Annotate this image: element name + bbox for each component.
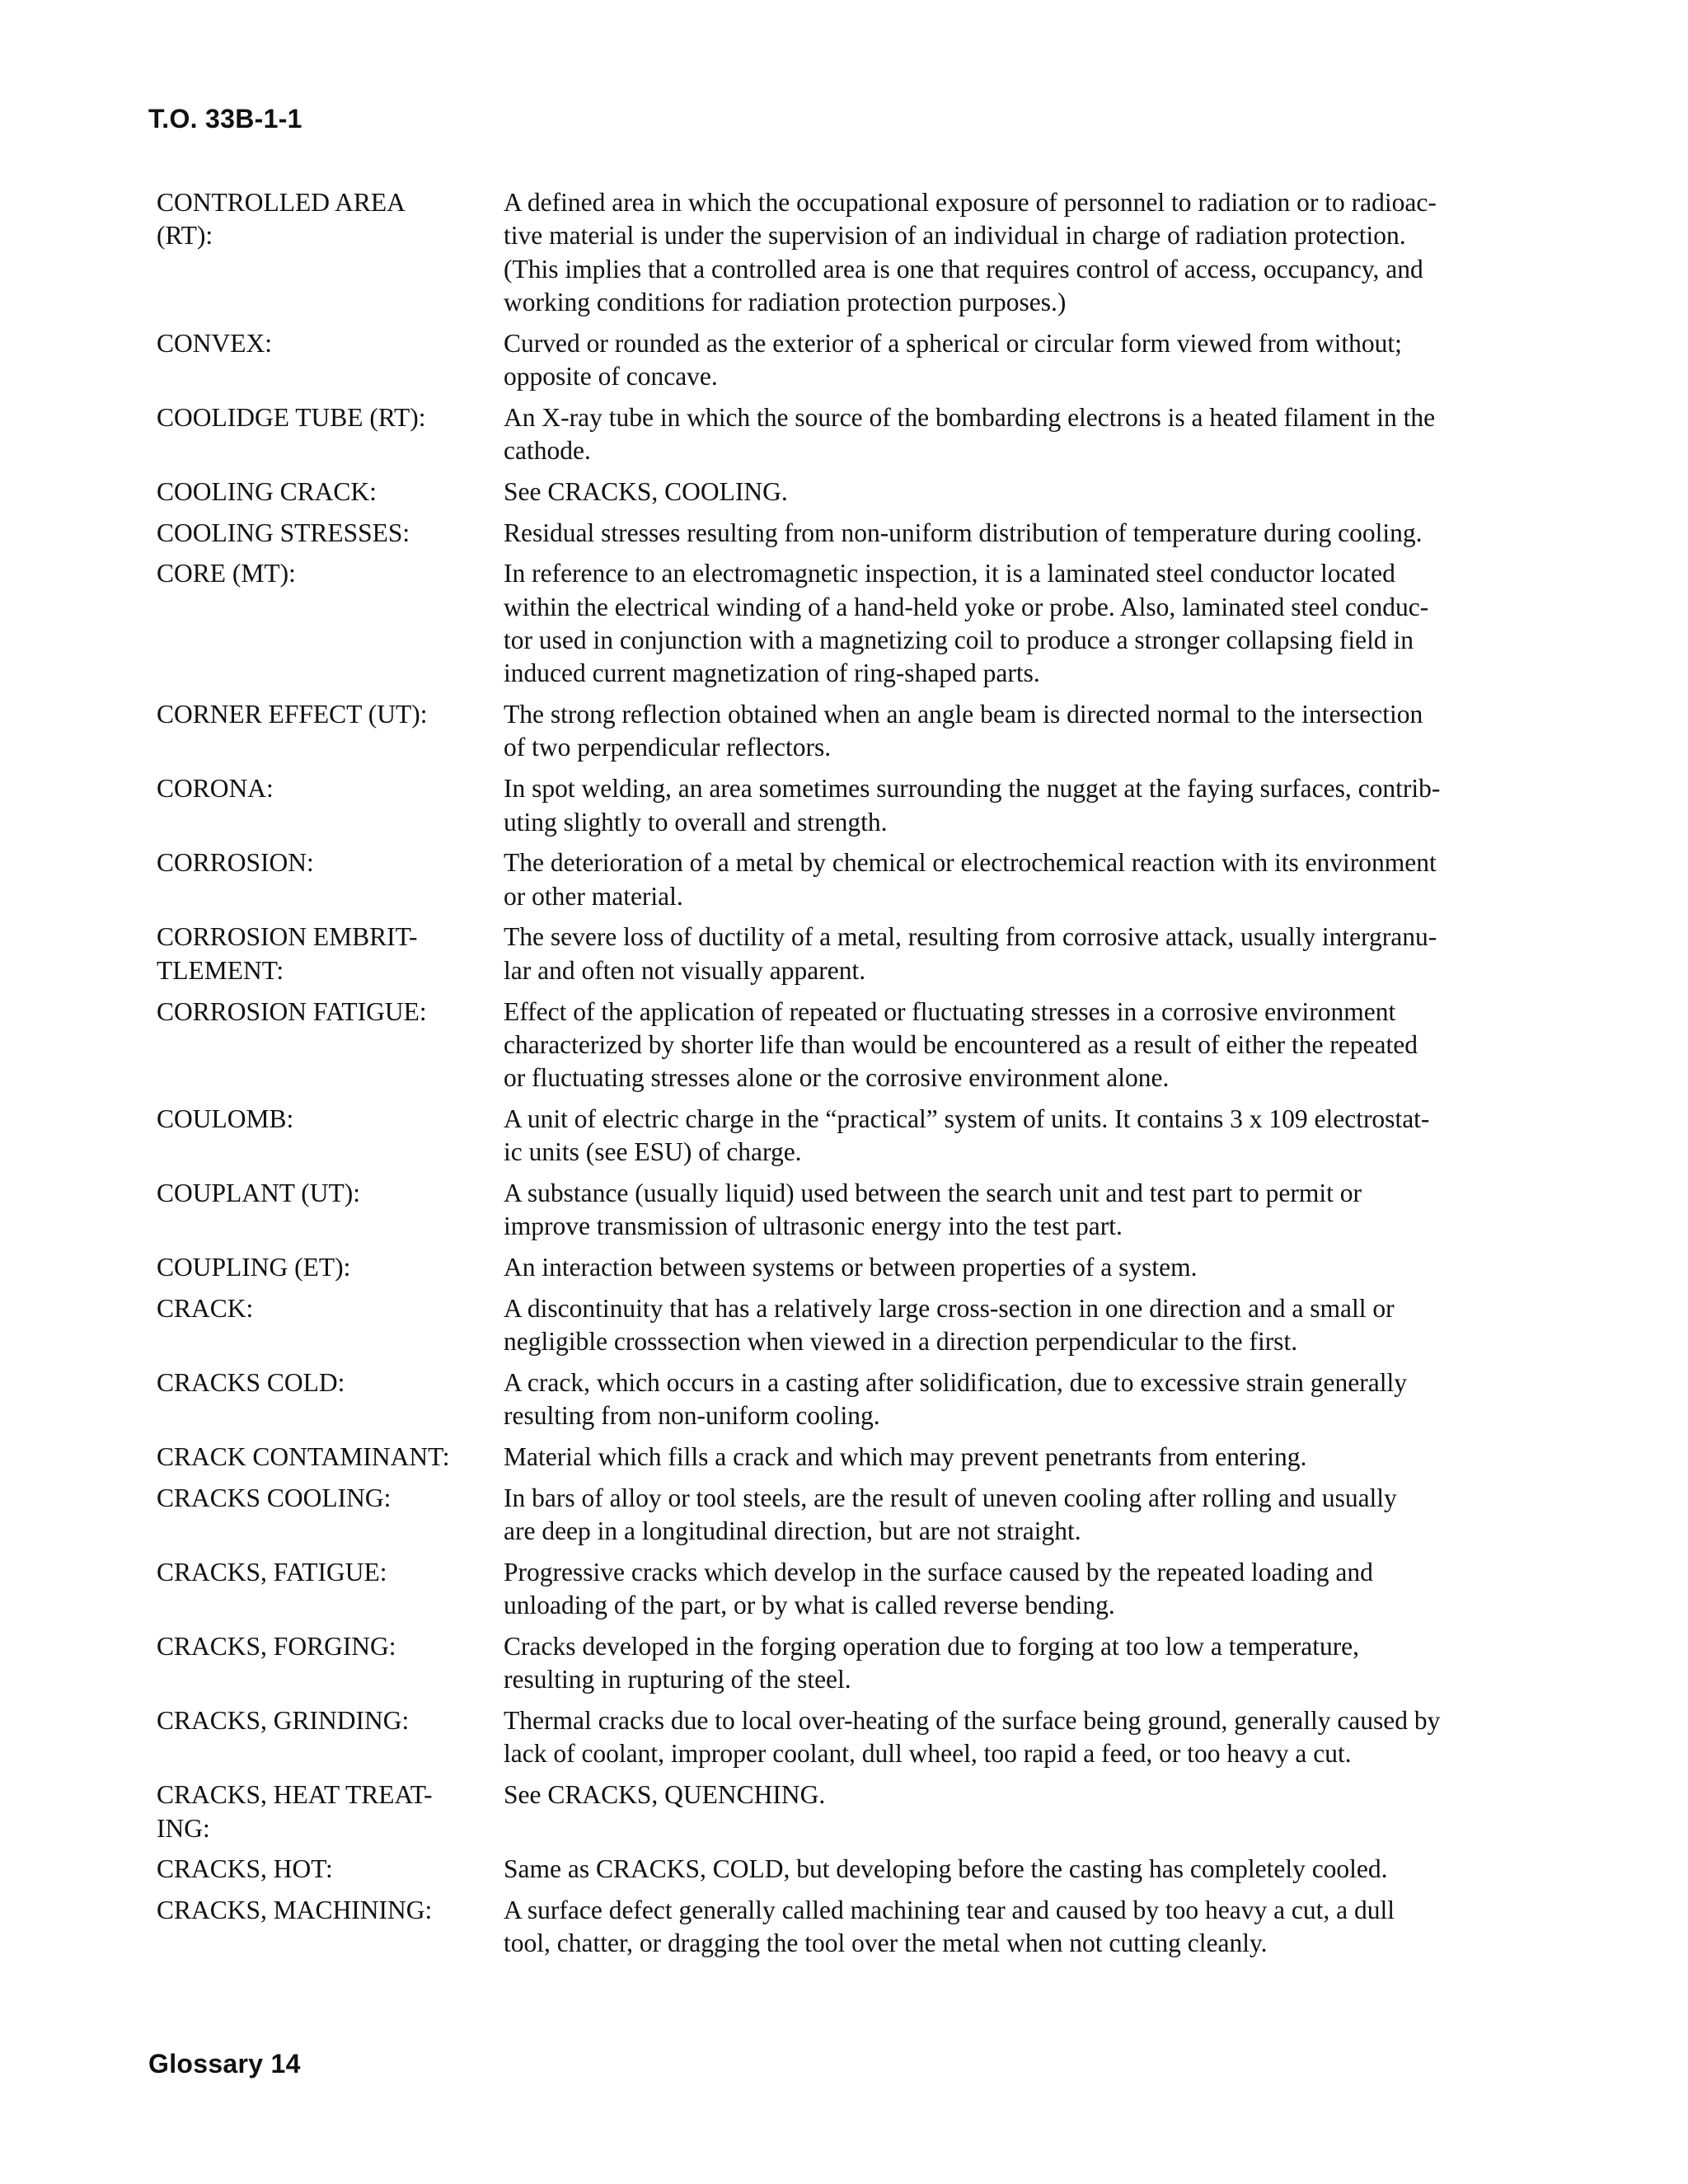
definition-line: See CRACKS, QUENCHING.: [504, 1780, 826, 1810]
definition-line: Material which fills a crack and which may prevent penetrants from entering.: [504, 1442, 1307, 1472]
glossary-term: [157, 1103, 504, 1169]
definition-line: are deep in a longitudinal direction, but are not straight.: [504, 1516, 1081, 1546]
glossary-entry: [157, 1704, 1535, 1771]
definition-line: An interaction between systems or between properties of a system.: [504, 1253, 1198, 1282]
glossary-entry: [157, 1366, 1535, 1433]
glossary-term: [157, 846, 504, 913]
glossary-term: [157, 1441, 504, 1474]
glossary-term: [157, 1630, 504, 1697]
term-line: CORNER EFFECT (UT):: [157, 700, 428, 729]
term-line: (RT):: [157, 221, 213, 251]
definition-line: uting slightly to overall and strength.: [504, 807, 888, 837]
page-header-doc-id: T.O. 33B-1-1: [148, 104, 302, 134]
glossary-term: [157, 517, 504, 550]
glossary-term: [157, 996, 504, 1095]
glossary-term: [157, 557, 504, 690]
glossary-entry: [157, 1894, 1535, 1961]
definition-line: improve transmission of ultrasonic energy into the test part.: [504, 1212, 1123, 1241]
glossary-definition: [504, 846, 1535, 913]
definition-line: characterized by shorter life than would be encountered as a result of either the repeated: [504, 1029, 1418, 1059]
glossary-definition: [504, 996, 1535, 1095]
term-line: CRACKS, HEAT TREAT-: [157, 1780, 433, 1810]
term-line: CRACKS COLD:: [157, 1368, 345, 1397]
glossary-definition: [504, 1103, 1535, 1169]
definition-line: Cracks developed in the forging operation due to forging at too low a temperature,: [504, 1632, 1360, 1661]
glossary-term: [157, 1779, 504, 1845]
definition-line: A substance (usually liquid) used between the search unit and test part to permit or: [504, 1179, 1362, 1208]
definition-line: In bars of alloy or tool steels, are the result of uneven cooling after rolling and usually: [504, 1483, 1397, 1512]
glossary-definition: [504, 327, 1535, 394]
glossary-term: [157, 1292, 504, 1359]
glossary-definition: [504, 772, 1535, 839]
term-line: COUPLANT (UT):: [157, 1179, 361, 1208]
term-line: CRACKS, MACHINING:: [157, 1896, 433, 1925]
glossary-definition: [504, 1292, 1535, 1359]
definition-line: or fluctuating stresses alone or the corrosive environment alone.: [504, 1063, 1170, 1093]
glossary-entry: [157, 1251, 1535, 1284]
definition-line: A unit of electric charge in the “practical” system of units. It contains 3 x 109 electrostat-: [504, 1104, 1430, 1133]
glossary-definition: [504, 1779, 1535, 1845]
definition-line: A defined area in which the occupational exposure of personnel to radiation or to radioac-: [504, 188, 1437, 217]
glossary-entry: [157, 186, 1535, 319]
definition-line: working conditions for radiation protection purposes.): [504, 287, 1067, 316]
glossary-term: [157, 1366, 504, 1433]
term-line: CRACKS, HOT:: [157, 1854, 333, 1884]
term-line: CORROSION FATIGUE:: [157, 996, 427, 1026]
glossary-term: [157, 772, 504, 839]
glossary-definition: [504, 1630, 1535, 1697]
term-line: CORROSION:: [157, 848, 314, 878]
term-line: CRACK CONTAMINANT:: [157, 1442, 450, 1472]
definition-line: tor used in conjunction with a magnetizing coil to produce a stronger collapsing field in: [504, 626, 1414, 655]
definition-line: The severe loss of ductility of a metal, resulting from corrosive attack, usually intergranu-: [504, 922, 1437, 952]
definition-line: within the electrical winding of a hand-held yoke or probe. Also, laminated steel conduc-: [504, 592, 1429, 621]
glossary-definition: [504, 186, 1535, 319]
term-line: COOLING STRESSES:: [157, 518, 410, 547]
definition-line: A crack, which occurs in a casting after solidification, due to excessive strain generally: [504, 1368, 1407, 1397]
term-line: CRACKS COOLING:: [157, 1483, 392, 1512]
definition-line: resulting in rupturing of the steel.: [504, 1665, 851, 1694]
glossary-definition: [504, 1894, 1535, 1961]
glossary-entry: [157, 846, 1535, 913]
glossary-entry: [157, 1556, 1535, 1623]
glossary-entry: [157, 1630, 1535, 1697]
glossary-definition: [504, 1556, 1535, 1623]
definition-line: negligible crosssection when viewed in a direction perpendicular to the first.: [504, 1327, 1298, 1357]
glossary-term: [157, 1704, 504, 1771]
glossary-entry: [157, 1177, 1535, 1244]
term-line: ING:: [157, 1813, 210, 1843]
glossary-entry: [157, 1441, 1535, 1474]
glossary-definition: [504, 1251, 1535, 1284]
glossary-entry: [157, 401, 1535, 468]
term-line: CORE (MT):: [157, 559, 296, 588]
definition-line: opposite of concave.: [504, 361, 718, 391]
glossary-definition: [504, 921, 1535, 987]
glossary-entry: [157, 476, 1535, 509]
term-line: CRACK:: [157, 1293, 254, 1323]
glossary-definition: [504, 698, 1535, 765]
term-line: CRACKS, GRINDING:: [157, 1706, 410, 1736]
definition-line: See CRACKS, COOLING.: [504, 476, 788, 506]
glossary-definition: [504, 1704, 1535, 1771]
glossary-definition: [504, 1441, 1535, 1474]
glossary-term: [157, 1853, 504, 1886]
definition-line: Progressive cracks which develop in the surface caused by the repeated loading and: [504, 1557, 1373, 1586]
definition-line: Curved or rounded as the exterior of a spherical or circular form viewed from without;: [504, 328, 1402, 358]
definition-line: tool, chatter, or dragging the tool over the metal when not cutting cleanly.: [504, 1929, 1268, 1958]
term-line: CRACKS, FATIGUE:: [157, 1557, 387, 1586]
glossary-term: [157, 921, 504, 987]
term-line: CONVEX:: [157, 328, 272, 358]
glossary-term: [157, 1177, 504, 1244]
definition-line: or other material.: [504, 881, 683, 911]
term-line: CORROSION EMBRIT-: [157, 922, 418, 952]
glossary-definition: [504, 1366, 1535, 1433]
definition-line: An X-ray tube in which the source of the bombarding electrons is a heated filament in the: [504, 402, 1436, 432]
glossary-term: [157, 698, 504, 765]
glossary-definition: [504, 517, 1535, 550]
term-line: COULOMB:: [157, 1104, 294, 1133]
definition-line: Effect of the application of repeated or fluctuating stresses in a corrosive environment: [504, 996, 1396, 1026]
term-line: CONTROLLED AREA: [157, 188, 406, 217]
glossary-term: [157, 1894, 504, 1961]
definition-line: unloading of the part, or by what is called reverse bending.: [504, 1591, 1115, 1620]
definition-line: lack of coolant, improper coolant, dull wheel, too rapid a feed, or too heavy a cut.: [504, 1739, 1352, 1769]
glossary-term: [157, 1556, 504, 1623]
definition-line: induced current magnetization of ring-shaped parts.: [504, 658, 1040, 688]
glossary-entry: [157, 557, 1535, 690]
definition-line: A discontinuity that has a relatively large cross-section in one direction and a small or: [504, 1293, 1395, 1323]
glossary-definition: [504, 1177, 1535, 1244]
glossary-entry: [157, 327, 1535, 394]
term-line: TLEMENT:: [157, 955, 284, 985]
definition-line: A surface defect generally called machining tear and caused by too heavy a cut, a dull: [504, 1896, 1395, 1925]
glossary-entry: [157, 996, 1535, 1095]
definition-line: cathode.: [504, 436, 591, 466]
term-line: COOLING CRACK:: [157, 476, 377, 506]
glossary-entry: [157, 921, 1535, 987]
glossary-term: [157, 1251, 504, 1284]
glossary-definition: [504, 476, 1535, 509]
term-line: COOLIDGE TUBE (RT):: [157, 402, 426, 432]
definition-line: lar and often not visually apparent.: [504, 955, 866, 985]
glossary-entry: [157, 1779, 1535, 1845]
glossary-term: [157, 401, 504, 468]
glossary-list: [157, 186, 1535, 1968]
glossary-definition: [504, 401, 1535, 468]
definition-line: The deterioration of a metal by chemical or electrochemical reaction with its environment: [504, 848, 1437, 878]
definition-line: In reference to an electromagnetic inspection, it is a laminated steel conductor located: [504, 559, 1395, 588]
glossary-definition: [504, 557, 1535, 690]
glossary-term: [157, 186, 504, 319]
term-line: CORONA:: [157, 774, 274, 804]
definition-line: Thermal cracks due to local over-heating of the surface being ground, generally caused by: [504, 1706, 1441, 1736]
glossary-term: [157, 476, 504, 509]
page-footer-label: Glossary 14: [148, 2049, 301, 2079]
glossary-entry: [157, 698, 1535, 765]
glossary-entry: [157, 1292, 1535, 1359]
definition-line: tive material is under the supervision of an individual in charge of radiation protection.: [504, 221, 1406, 251]
definition-line: Residual stresses resulting from non-uniform distribution of temperature during cooling.: [504, 518, 1423, 547]
definition-line: In spot welding, an area sometimes surrounding the nugget at the faying surfaces, contrib-: [504, 774, 1441, 804]
glossary-term: [157, 327, 504, 394]
glossary-definition: [504, 1482, 1535, 1549]
glossary-entry: [157, 772, 1535, 839]
glossary-entry: [157, 1482, 1535, 1549]
term-line: COUPLING (ET):: [157, 1253, 351, 1282]
glossary-definition: [504, 1853, 1535, 1886]
glossary-entry: [157, 1103, 1535, 1169]
definition-line: ic units (see ESU) of charge.: [504, 1137, 802, 1167]
glossary-entry: [157, 517, 1535, 550]
term-line: CRACKS, FORGING:: [157, 1632, 396, 1661]
definition-line: (This implies that a controlled area is one that requires control of access, occupancy, and: [504, 254, 1423, 284]
glossary-term: [157, 1482, 504, 1549]
definition-line: Same as CRACKS, COLD, but developing before the casting has completely cooled.: [504, 1854, 1388, 1884]
definition-line: The strong reflection obtained when an angle beam is directed normal to the intersection: [504, 700, 1423, 729]
definition-line: of two perpendicular reflectors.: [504, 733, 832, 762]
definition-line: resulting from non-uniform cooling.: [504, 1401, 880, 1431]
glossary-entry: [157, 1853, 1535, 1886]
